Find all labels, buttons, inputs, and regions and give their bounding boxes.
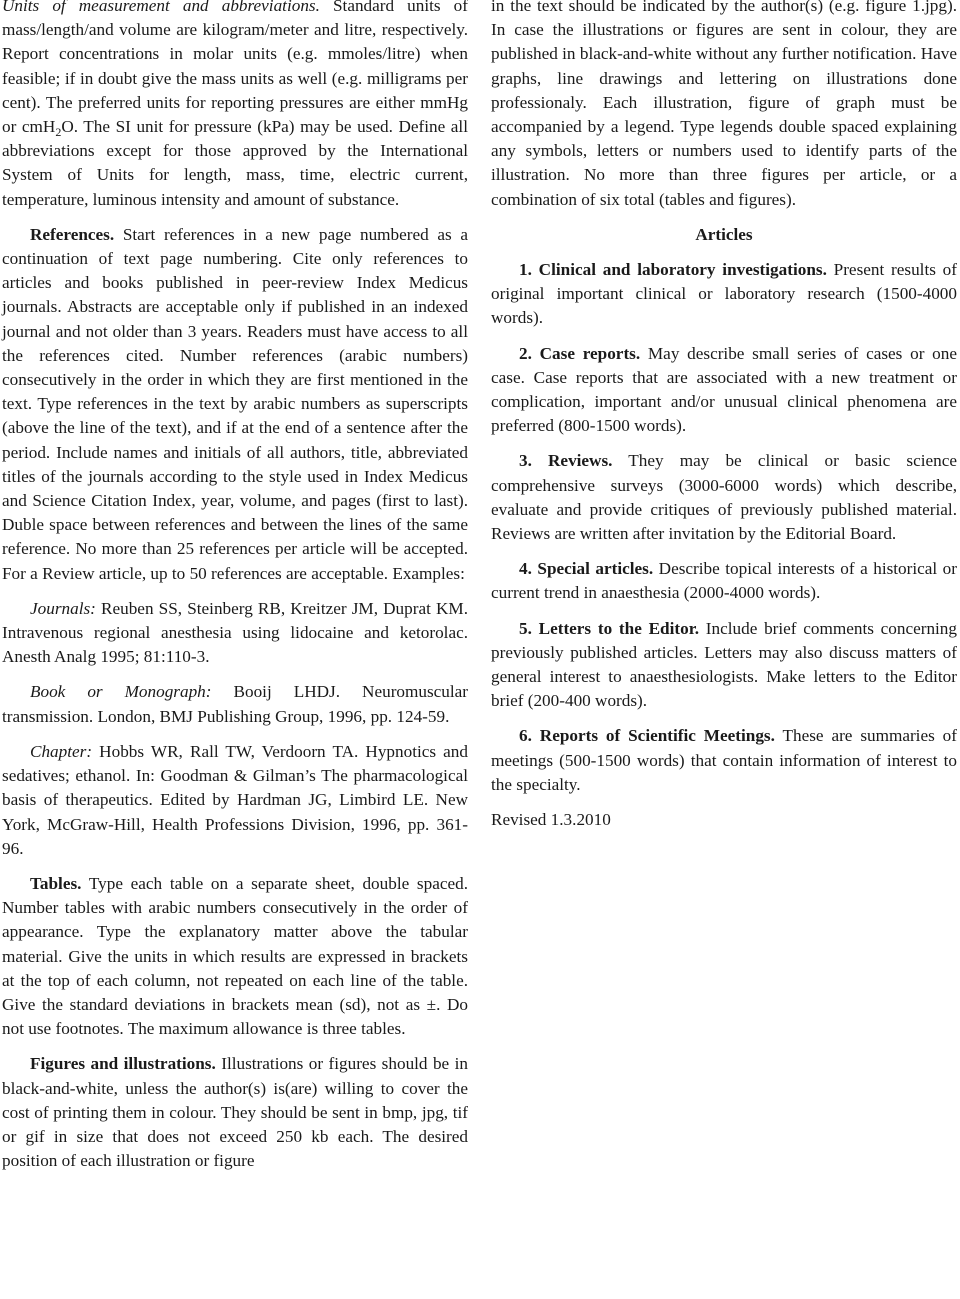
article-type-label: 4. Special articles.	[519, 559, 654, 579]
article-type-label: 6. Reports of Scientific Meetings.	[519, 726, 775, 746]
tables-body: Type each table on a separate sheet, double spaced. Number tables with arabic numbers consecutively in the order of appearance. Type the explanatory matter above the tabular material. Give the units in which results are expressed in brackets at the top of each column, not repeated on each line of the table. Give the standard deviations in brackets mean (sd), not as ±. Do not use footnotes. The maximum allowance is three tables.	[2, 873, 468, 1039]
article-type-body: Describe topical interests of a historical or current trend in anaesthesia (2000-4000 words).	[491, 559, 957, 603]
article-type-reviews	[491, 449, 957, 546]
article-type-label: 2. Case reports.	[519, 343, 641, 363]
left-column	[2, 0, 468, 1184]
units-subscript: 2	[55, 125, 62, 140]
article-type-letters	[491, 617, 957, 714]
article-type-label: 5. Letters to the Editor.	[519, 618, 700, 638]
figures-body: Illustrations or figures should be in black-and-white, unless the author(s) is(are) willing to cover the cost of printing them in colour. They should be sent in bmp, jpg, tif or gif in size that does not exceed 250 kb each. The desired position of each illustration or figure	[2, 1054, 468, 1171]
article-type-label: 1. Clinical and laboratory investigations.	[519, 260, 827, 280]
book-label: Book or Monograph:	[30, 682, 212, 702]
article-type-case-reports	[491, 342, 957, 439]
article-type-special	[491, 557, 957, 605]
journals-label: Journals:	[30, 598, 96, 618]
references-body: Start references in a new page numbered as a continuation of text page numbering. Cite only references to articles and books published in peer-review Index Medicus journals. Abstracts are acceptable only if published in an indexed journal and not older than 3 years. Readers must have access to all the references cited. Number references (arabic numbers) consecutively in the order in which they are first mentioned in the text. Type references in the text by arabic numbers as superscripts (above the line of the text), and if at the end of a sentence after the period. Include names and initials of all authors, title, abbreviated titles of the journals according to the style used in Index Medicus and Science Citation Index, year, volume, and pages (first to last). Duble space between references and between the lines of the same reference. No more than 25 references per article will be accepted. For a Review article, up to 50 references are acceptable. Examples:	[2, 224, 468, 583]
references-paragraph	[2, 223, 468, 586]
book-example	[2, 680, 468, 728]
figures-continuation: in the text should be indicated by the author(s) (e.g. figure 1.jpg). In case the illustrations or figures are sent in colour, they are published in black-and-white without any further notification. Have graphs, line drawings and lettering on illustrations done professionaly. Each illustration, figure of graph must be accompanied by a legend. Type legends double spaced explaining any symbols, letters or numbers used to identify parts of the illustration. No more than three figures per article, or a combination of six total (tables and figures).	[491, 0, 957, 209]
chapter-body: Hobbs WR, Rall TW, Verdoorn TA. Hypnotics and sedatives; ethanol. In: Goodman & Gilman’s The pharmacological basis of therapeutics. Edited by Hardman JG, Limbird LE. New York, McGraw-Hill, Health Professions Division, 1996, pp. 361-96.	[2, 741, 468, 858]
article-type-label: 3. Reviews.	[519, 451, 613, 471]
chapter-label: Chapter:	[30, 741, 93, 761]
article-type-body: Present results of original important clinical or laboratory research (1500-4000 words).	[491, 260, 958, 328]
article-type-clinical	[491, 258, 957, 331]
figures-heading: Figures and illustrations.	[30, 1054, 216, 1074]
right-column	[491, 0, 957, 843]
journals-body: Reuben SS, Steinberg RB, Kreitzer JM, Duprat KM. Intravenous regional anesthesia using lidocaine and ketorolac. Anesth Analg 1995; 81:110-3.	[2, 598, 468, 667]
units-heading: Units of measurement and abbreviations.	[2, 0, 320, 15]
article-type-meetings	[491, 724, 957, 797]
article-type-body: They may be clinical or basic science comprehensive surveys (3000-6000 words) which describe, evaluate and provide critiques of previously published material. Reviews are written after invitation by the Editorial Board.	[491, 451, 958, 544]
tables-heading: Tables.	[30, 873, 82, 893]
journals-example	[2, 597, 468, 670]
revised-date: Revised 1.3.2010	[491, 810, 611, 830]
book-body: Booij LHDJ. Neuromuscular transmission. London, BMJ Publishing Group, 1996, pp. 124-59.	[2, 682, 469, 726]
article-type-body: Include brief comments concerning previously published articles. Letters may also discuss matters of general interest to anaesthesiologists. Make letters to the Editor brief (200-400 words).	[491, 618, 957, 711]
units-body-a: Standard units of mass/length/and volume are kilogram/meter and litre, respectively. Report concentrations in molar units (e.g. mmoles/litre) when feasible; if in doubt give the mass units as well (e.g. milligrams per cent). The preferred units for reporting pressures are either mmHg or cmH	[2, 0, 468, 137]
figures-paragraph	[2, 1052, 468, 1173]
units-body-b: O. The SI unit for pressure (kPa) may be used. Define all abbreviations except for those approved by the International System of Units for length, mass, time, electric current, temperature, luminous intensity and amount of substance.	[2, 117, 468, 209]
references-heading: References.	[30, 224, 115, 244]
tables-paragraph	[2, 872, 468, 1041]
article-type-body: May describe small series of cases or one case. Case reports that are associated with a new treatment or complication, important and/or unusual clinical phenomena are preferred (800-1500 words).	[491, 343, 957, 436]
chapter-example	[2, 740, 468, 861]
articles-heading: Articles	[695, 224, 753, 244]
units-paragraph	[2, 0, 468, 212]
article-type-body: These are summaries of meetings (500-1500 words) that contain information of interest to the specialty.	[491, 726, 957, 794]
